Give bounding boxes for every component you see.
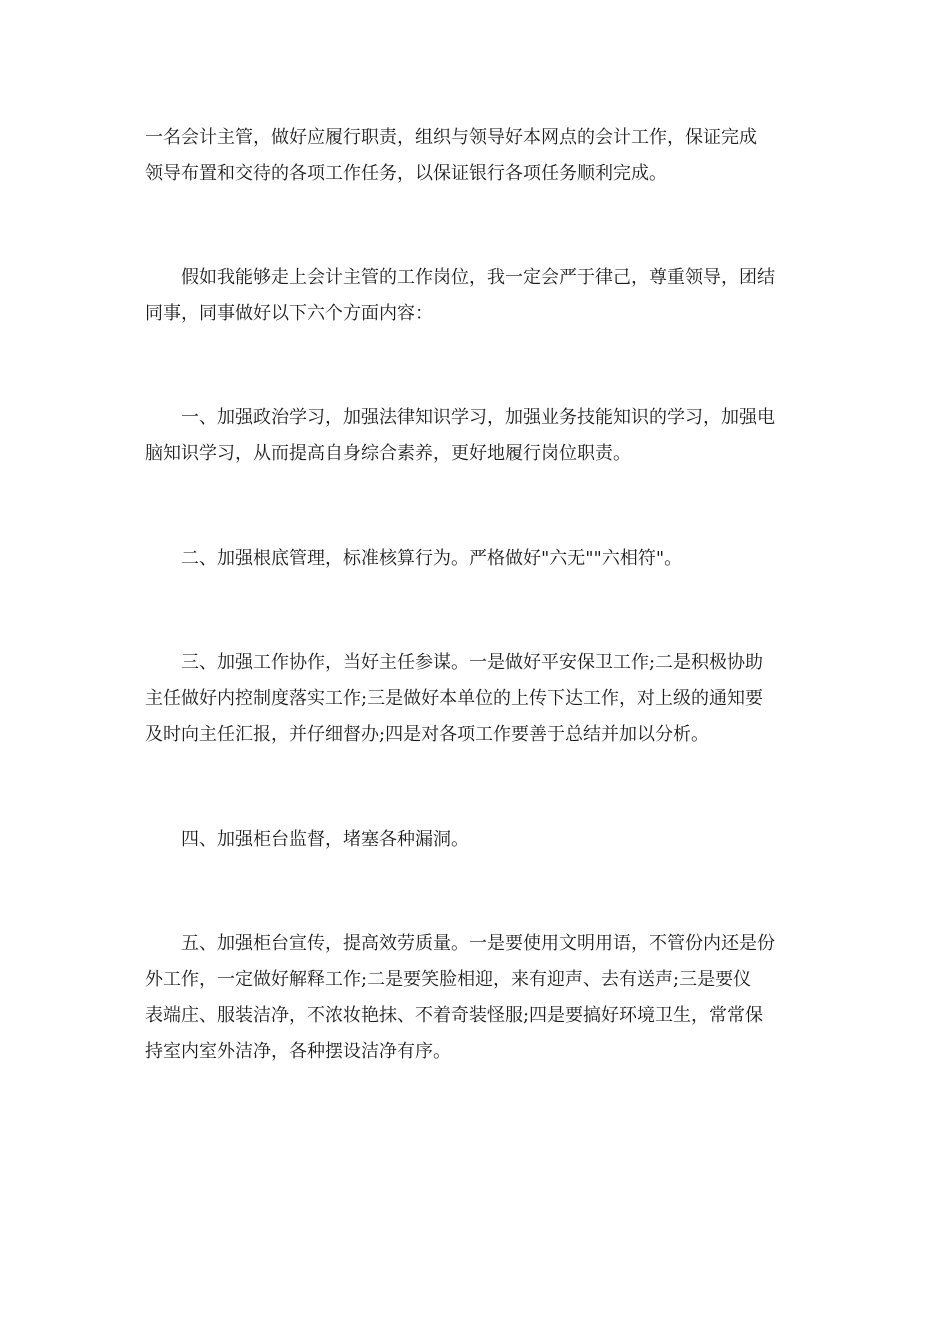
- text-line: 领导布置和交待的各项工作任务，以保证银行各项任务顺利完成。: [145, 163, 667, 184]
- paragraph-item-2: [145, 541, 810, 577]
- paragraph-item-4: [145, 822, 810, 858]
- text-line: 表端庄、服装洁净，不浓妆艳抹、不着奇装怪服;四是要搞好环境卫生，常常保: [145, 1005, 764, 1026]
- text-line: 外工作，一定做好解释工作;二是要笑脸相迎，来有迎声、去有送声;三是要仪: [145, 969, 752, 990]
- text-line: 二、加强根底管理，标准核算行为。严格做好"六无""六相符"。: [145, 548, 683, 569]
- text-line: 及时向主任汇报，并仔细督办;四是对各项工作要善于总结并加以分析。: [145, 724, 710, 745]
- text-line: 三、加强工作协作，当好主任参谋。一是做好平安保卫工作;二是积极协助: [145, 652, 764, 673]
- text-line: 四、加强柜台监督，堵塞各种漏洞。: [145, 829, 469, 850]
- text-line: 一、加强政治学习，加强法律知识学习，加强业务技能知识的学习，加强电: [145, 407, 775, 428]
- text-line: 持室内室外洁净，各种摆设洁净有序。: [145, 1041, 451, 1062]
- text-line: 假如我能够走上会计主管的工作岗位，我一定会严于律己，尊重领导，团结: [145, 267, 775, 288]
- paragraph-commitment: [145, 260, 810, 332]
- text-line: 同事，同事做好以下六个方面内容：: [145, 303, 433, 324]
- paragraph-item-1: [145, 400, 810, 472]
- text-line: 主任做好内控制度落实工作;三是做好本单位的上传下达工作，对上级的通知要: [145, 688, 764, 709]
- paragraph-intro: [145, 120, 810, 192]
- text-line: 五、加强柜台宣传，提高效劳质量。一是要使用文明用语，不管份内还是份: [145, 933, 775, 954]
- text-line: 一名会计主管，做好应履行职责，组织与领导好本网点的会计工作，保证完成: [145, 127, 757, 148]
- paragraph-item-5: [145, 926, 810, 1070]
- text-line: 脑知识学习，从而提高自身综合素养，更好地履行岗位职责。: [145, 443, 631, 464]
- paragraph-item-3: [145, 645, 810, 753]
